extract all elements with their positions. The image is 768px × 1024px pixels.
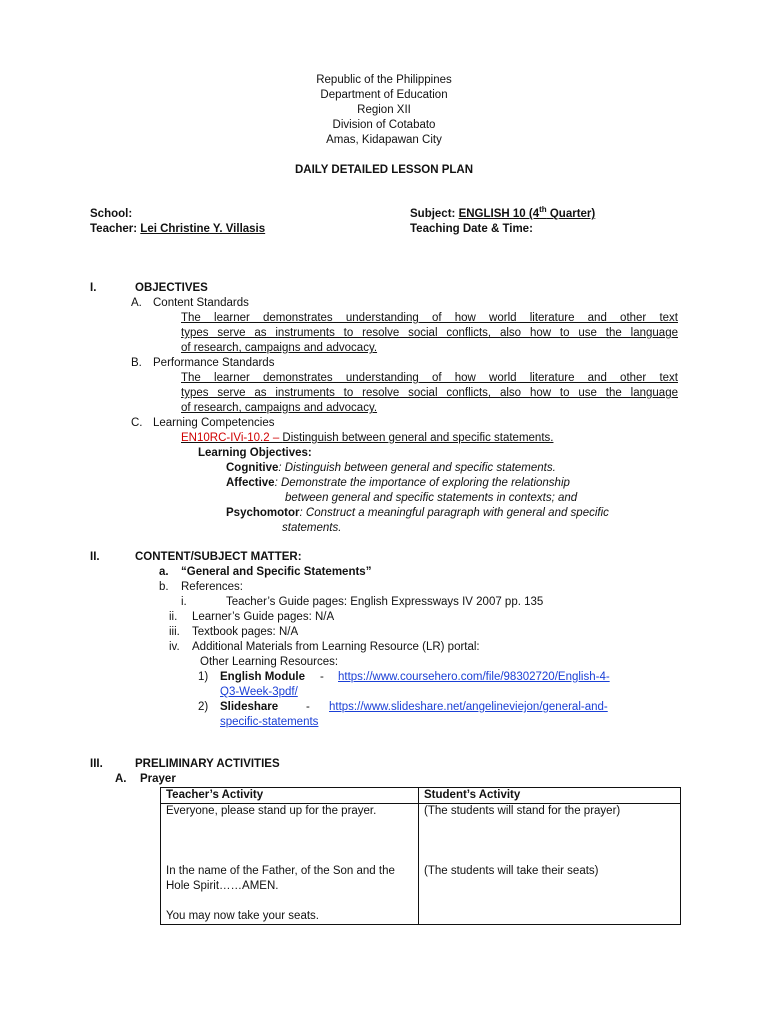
header-division: Division of Cotabato	[332, 119, 436, 131]
table-row	[161, 804, 681, 925]
content-standards-text: types serve as instruments to resolve social conflicts, also how to use the language	[181, 327, 678, 339]
teaching-date-label: Teaching Date & Time:	[410, 223, 533, 235]
competency-line	[181, 431, 553, 446]
table-header-row	[161, 788, 681, 804]
textbook-ref: Textbook pages: N/A	[192, 626, 299, 638]
affective-objective-cont: between general and specific statements in contexts; and	[285, 492, 578, 504]
performance-standards-title: Performance Standards	[153, 357, 275, 369]
section-heading: OBJECTIVES	[135, 282, 208, 294]
competency-code: EN10RC-IVi-10.2 –	[181, 432, 283, 444]
item-label: i.	[181, 596, 187, 608]
section-heading: PRELIMINARY ACTIVITIES	[135, 758, 280, 770]
additional-materials: Additional Materials from Learning Resource (LR) portal:	[192, 641, 480, 653]
subject-value: ENGLISH 10 (4th Quarter)	[458, 205, 596, 220]
resource-label: English Module	[220, 671, 305, 683]
performance-standards-text: of research, campaigns and advocacy.	[181, 402, 378, 414]
item-label: iii.	[169, 626, 180, 638]
psychomotor-objective: Psychomotor: Construct a meaningful paragraph with general and specific	[226, 507, 609, 519]
teacher-seats: You may now take your seats.	[166, 910, 319, 922]
teacher-activity-cell	[161, 804, 419, 925]
learning-competencies-title: Learning Competencies	[153, 417, 275, 429]
item-label: A.	[115, 773, 127, 785]
teacher-activity-header: Teacher’s Activity	[161, 788, 419, 804]
slideshare-link[interactable]: https://www.slideshare.net/angelineviejon/general-and-	[329, 701, 608, 713]
cognitive-objective: Cognitive: Distinguish between general and specific statements.	[226, 462, 556, 474]
affective-objective: Affective: Demonstrate the importance of exploring the relationship	[226, 477, 570, 489]
lesson-topic: “General and Specific Statements”	[181, 566, 372, 578]
item-label: 1)	[198, 671, 209, 683]
slideshare-link-cont[interactable]: specific-statements	[220, 716, 319, 728]
item-label: C.	[131, 417, 143, 429]
section-heading: CONTENT/SUBJECT MATTER:	[135, 551, 302, 563]
document-title: DAILY DETAILED LESSON PLAN	[294, 164, 474, 176]
item-label: iv.	[169, 641, 180, 653]
section-number: I.	[90, 282, 97, 294]
resource-label: Slideshare	[220, 701, 279, 713]
item-label: b.	[159, 581, 169, 593]
header-republic: Republic of the Philippines	[316, 74, 452, 86]
coursehero-link[interactable]: https://www.coursehero.com/file/98302720/English-4-	[338, 671, 610, 683]
teacher-instruction: Everyone, please stand up for the prayer.	[166, 805, 377, 817]
performance-standards-text: The learner demonstrates understanding of how world literature and other text	[181, 372, 678, 384]
learning-objectives-heading: Learning Objectives:	[198, 447, 312, 459]
references-label: References:	[181, 581, 244, 593]
teacher-name: Lei Christine Y. Villasis	[140, 223, 266, 235]
teacher-row	[90, 222, 265, 237]
item-label: B.	[131, 357, 142, 369]
content-standards-text: The learner demonstrates understanding of how world literature and other text	[181, 312, 678, 324]
subject-label: Subject:	[410, 208, 456, 220]
teachers-guide-ref: Teacher’s Guide pages: English Expressways IV 2007 pp. 135	[226, 596, 544, 608]
activity-table	[160, 787, 681, 925]
header-region: Region XII	[357, 104, 411, 116]
other-resources-label: Other Learning Resources:	[200, 656, 339, 668]
teacher-prayer: In the name of the Father, of the Son and the Hole Spirit……AMEN.	[166, 865, 395, 892]
psychomotor-objective-cont: statements.	[282, 522, 342, 534]
student-activity-header: Student’s Activity	[419, 788, 681, 804]
student-response: (The students will stand for the prayer)	[424, 805, 621, 817]
header-department: Department of Education	[320, 89, 448, 101]
teacher-label: Teacher:	[90, 223, 138, 235]
resource-dash: -	[320, 671, 324, 683]
header-city: Amas, Kidapawan City	[326, 134, 442, 146]
school-label: School:	[90, 208, 133, 220]
section-number: III.	[90, 758, 103, 770]
student-activity-cell	[419, 804, 681, 925]
student-response: (The students will take their seats)	[424, 865, 599, 877]
coursehero-link-cont[interactable]: Q3-Week-3pdf/	[220, 686, 298, 698]
item-label: a.	[159, 566, 169, 578]
performance-standards-text: types serve as instruments to resolve social conflicts, also how to use the language	[181, 387, 678, 399]
content-standards-title: Content Standards	[153, 297, 249, 309]
learners-guide-ref: Learner’s Guide pages: N/A	[192, 611, 335, 623]
prayer-title: Prayer	[140, 773, 176, 785]
item-label: ii.	[169, 611, 178, 623]
section-number: II.	[90, 551, 100, 563]
competency-text: Distinguish between general and specific statements.	[282, 432, 554, 444]
subject-row	[410, 207, 595, 222]
item-label: A.	[131, 297, 142, 309]
item-label: 2)	[198, 701, 209, 713]
content-standards-text: of research, campaigns and advocacy.	[181, 342, 378, 354]
resource-dash: -	[306, 701, 310, 713]
